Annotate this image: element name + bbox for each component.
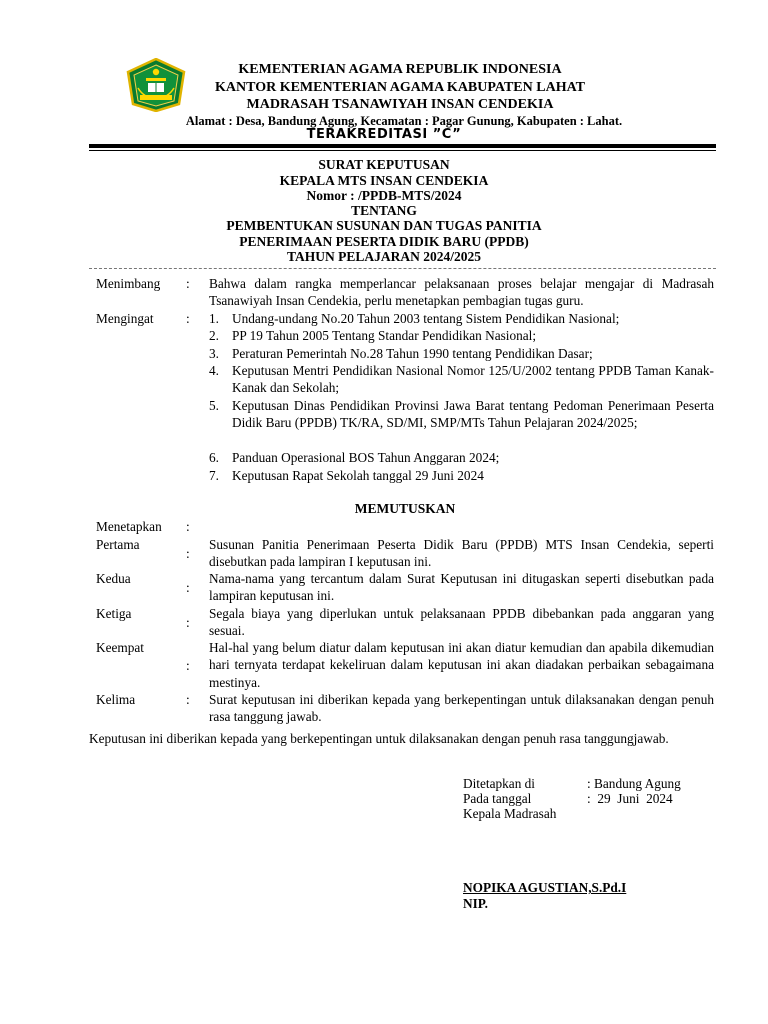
header-ministry: KEMENTERIAN AGAMA REPUBLIK INDONESIA bbox=[238, 62, 562, 77]
doc-about-label: TENTANG bbox=[351, 203, 417, 218]
mengingat-item-text: Peraturan Pemerintah No.28 Tahun 1990 tentang Pendidikan Dasar; bbox=[232, 346, 593, 361]
memutuskan-heading: MEMUTUSKAN bbox=[354, 501, 456, 516]
decision-colon: : bbox=[186, 692, 190, 707]
mengingat-item-number: 7. bbox=[209, 468, 219, 483]
decision-colon: : bbox=[186, 546, 190, 561]
signature-date-value: : 29 Juni 2024 bbox=[587, 791, 673, 806]
menimbang-label: Menimbang bbox=[96, 276, 161, 291]
mengingat-item-text: Keputusan Mentri Pendidikan Nasional Nomor 125/U/2002 tentang PPDB Taman Kanak-Kanak dan Sekolah; bbox=[232, 363, 714, 396]
menetapkan-colon: : bbox=[186, 519, 190, 534]
doc-number: Nomor : /PPDB-MTS/2024 bbox=[306, 188, 462, 203]
mengingat-label: Mengingat bbox=[96, 311, 154, 326]
signature-position: Kepala Madrasah bbox=[463, 806, 557, 821]
signatory-nip: NIP. bbox=[463, 896, 489, 911]
mengingat-item-text: Undang-undang No.20 Tahun 2003 tentang Sistem Pendidikan Nasional; bbox=[232, 311, 620, 326]
mengingat-item-number: 6. bbox=[209, 450, 219, 465]
header-rule-thick bbox=[89, 144, 716, 148]
header-office: KANTOR KEMENTERIAN AGAMA KABUPATEN LAHAT bbox=[215, 80, 585, 95]
signature-place-value: : Bandung Agung bbox=[587, 776, 681, 791]
signatory-name: NOPIKA AGUSTIAN,S.Pd.I bbox=[463, 880, 627, 895]
decision-label: Pertama bbox=[96, 537, 140, 552]
header-rule-thin bbox=[89, 150, 716, 151]
doc-subject-2: PENERIMAAN PESERTA DIDIK BARU (PPDB) bbox=[239, 234, 529, 249]
mengingat-item-number: 5. bbox=[209, 398, 219, 413]
mengingat-item-number: 3. bbox=[209, 346, 219, 361]
decision-label: Kelima bbox=[96, 692, 136, 707]
doc-subject-3: TAHUN PELAJARAN 2024/2025 bbox=[286, 249, 481, 264]
decision-text: Surat keputusan ini diberikan kepada yang berkepentingan untuk dilaksanakan dengan penuh rasa tanggung jawab. bbox=[209, 692, 714, 725]
signature-date-label: Pada tanggal bbox=[463, 791, 532, 806]
menimbang-text: Bahwa dalam rangka memperlancar pelaksanaan proses belajar mengajar di Madrasah Tsanawiyah Insan Cendekia, perlu menetapkan pembagian tugas guru. bbox=[209, 276, 714, 309]
title-divider bbox=[89, 268, 716, 269]
mengingat-item-number: 1. bbox=[209, 311, 219, 326]
mengingat-item-text: Keputusan Dinas Pendidikan Provinsi Jawa Barat tentang Pedoman Penerimaan Peserta Didik Baru (PPDB) TK/RA, SD/MI, SMP/MTs Tahun Pelajaran 2024/2025; bbox=[232, 398, 714, 431]
decision-colon: : bbox=[186, 615, 190, 630]
doc-issuer: KEPALA MTS INSAN CENDEKIA bbox=[279, 173, 489, 188]
signature-place-label: Ditetapkan di bbox=[463, 776, 536, 791]
doc-subject-1: PEMBENTUKAN SUSUNAN DAN TUGAS PANITIA bbox=[226, 218, 542, 233]
decision-label: Ketiga bbox=[96, 606, 132, 621]
mengingat-item-text: Panduan Operasional BOS Tahun Anggaran 2024; bbox=[232, 450, 500, 465]
closing-statement: Keputusan ini diberikan kepada yang berkepentingan untuk dilaksanakan dengan penuh rasa tanggungjawab. bbox=[89, 731, 669, 746]
header-address: Alamat : Desa, Bandung Agung, Kecamatan : Pagar Gunung, Kabupaten : Lahat. bbox=[185, 114, 623, 128]
decision-text: Hal-hal yang belum diatur dalam keputusan ini akan diatur kemudian dan apabila dikemudian hari ternyata terdapat kekeliruan dalam keputusan ini akan diadakan perbaikan sebagaimana mestinya. bbox=[209, 640, 714, 690]
menimbang-colon: : bbox=[186, 276, 190, 291]
mengingat-colon: : bbox=[186, 311, 190, 326]
decision-text: Segala biaya yang diperlukan untuk pelaksanaan PPDB dibebankan pada anggaran yang sesuai. bbox=[209, 606, 714, 639]
mengingat-item-number: 2. bbox=[209, 328, 219, 343]
decision-label: Keempat bbox=[96, 640, 144, 655]
header-school: MADRASAH TSANAWIYAH INSAN CENDEKIA bbox=[246, 97, 554, 112]
mengingat-item-text: Keputusan Rapat Sekolah tanggal 29 Juni 2024 bbox=[232, 468, 484, 483]
mengingat-item-number: 4. bbox=[209, 363, 219, 378]
menetapkan-label: Menetapkan bbox=[96, 519, 162, 534]
doc-title: SURAT KEPUTUSAN bbox=[318, 157, 450, 172]
header-accreditation: TERAKREDITASI ”C” bbox=[306, 127, 462, 142]
decision-colon: : bbox=[186, 658, 190, 673]
mengingat-item-text: PP 19 Tahun 2005 Tentang Standar Pendidikan Nasional; bbox=[232, 328, 537, 343]
decision-label: Kedua bbox=[96, 571, 131, 586]
decision-text: Susunan Panitia Penerimaan Peserta Didik Baru (PPDB) MTS Insan Cendekia, seperti disebutkan pada lampiran I keputusan ini. bbox=[209, 537, 714, 570]
decision-text: Nama-nama yang tercantum dalam Surat Keputusan ini ditugaskan seperti disebutkan pada lampiran keputusan ini. bbox=[209, 571, 714, 604]
decision-colon: : bbox=[186, 580, 190, 595]
